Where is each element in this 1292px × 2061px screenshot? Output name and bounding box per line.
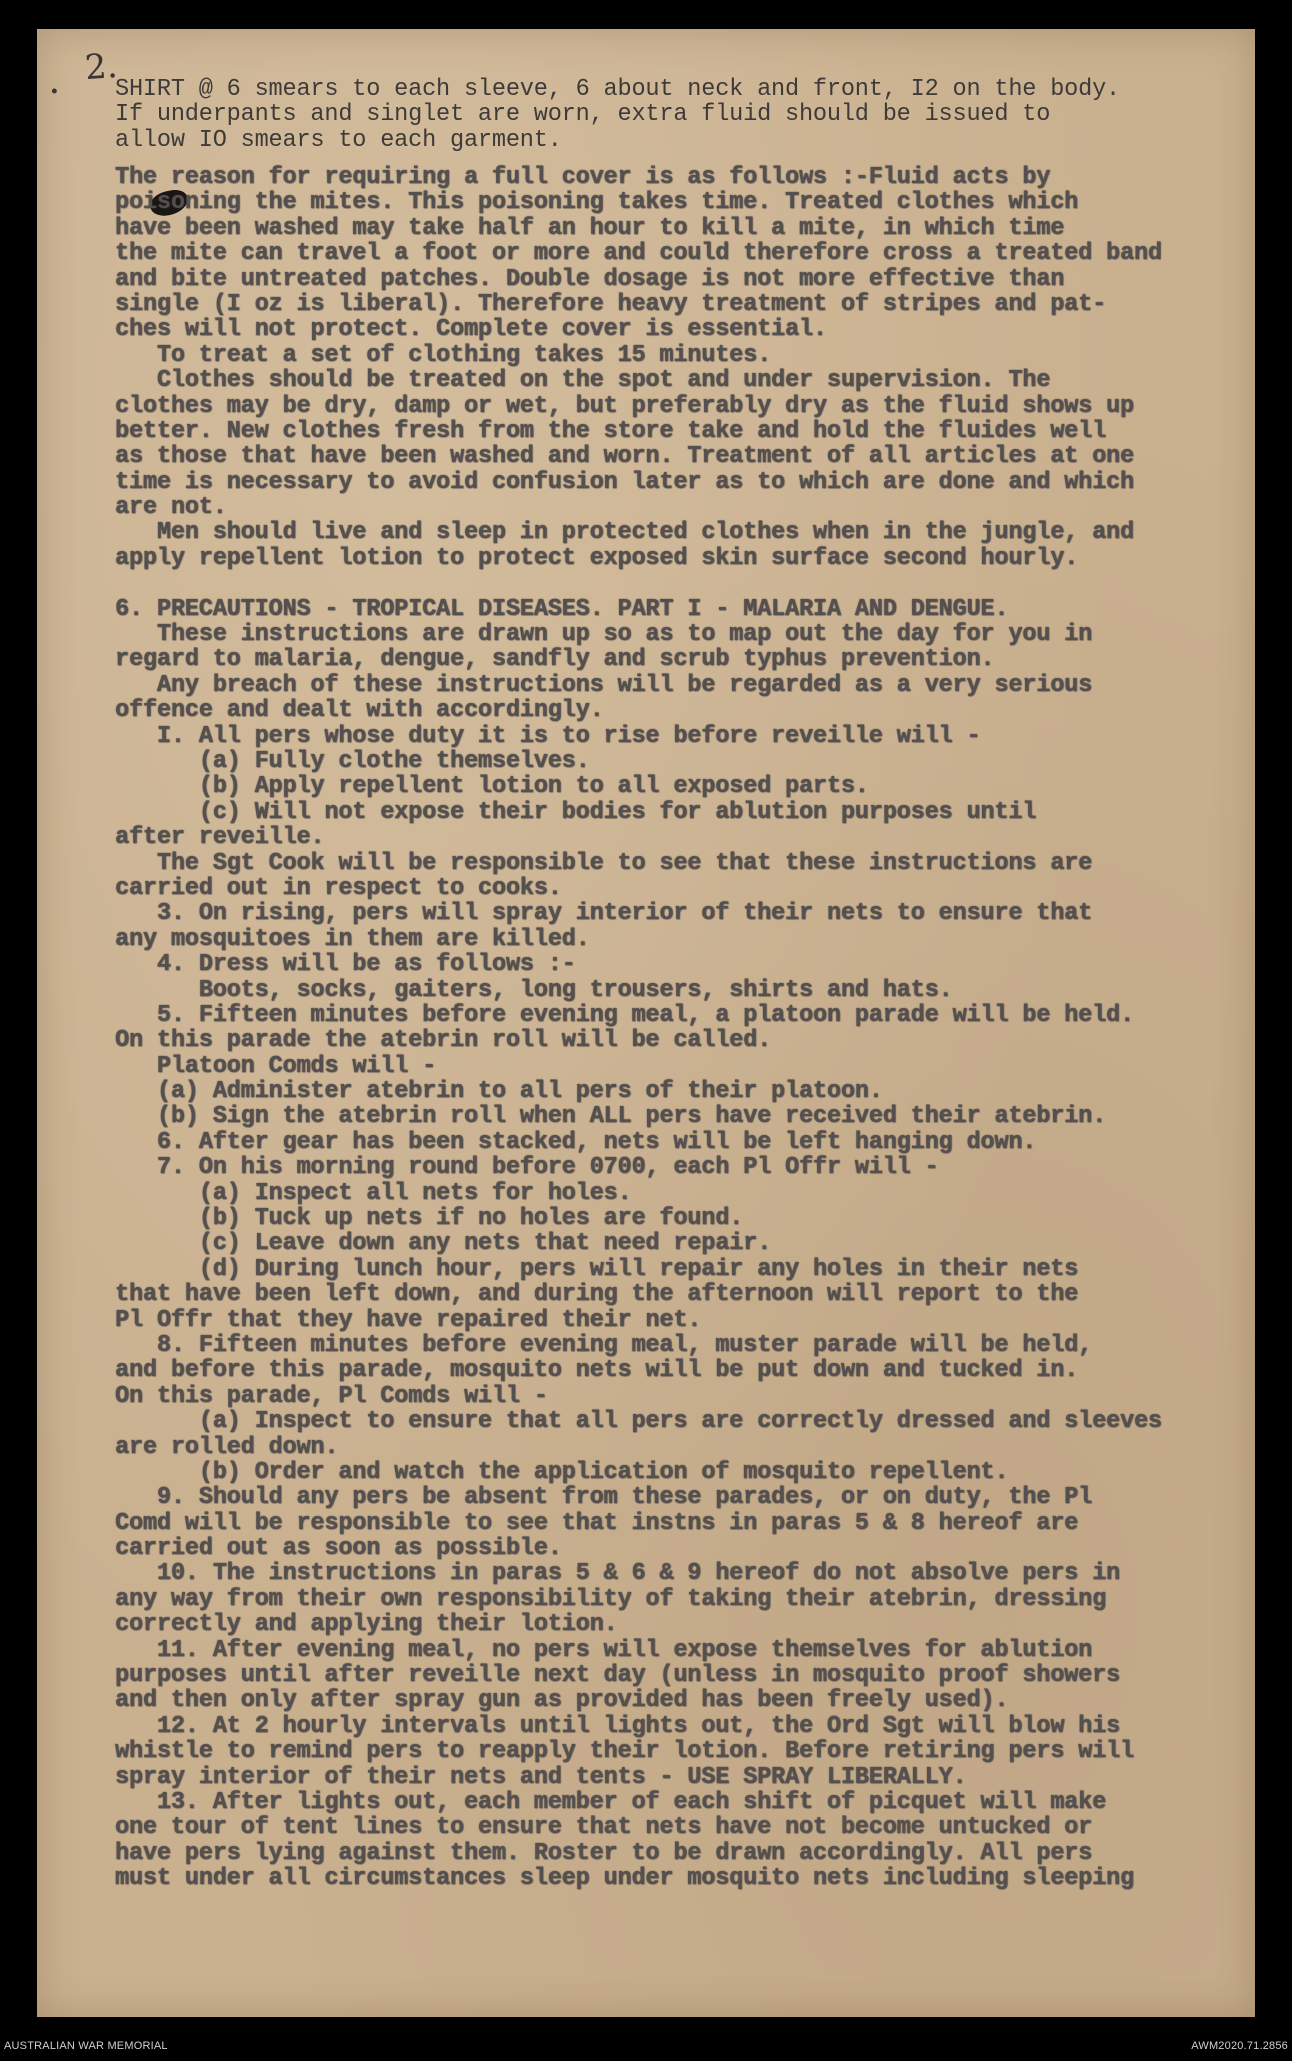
text-line: purposes until after reveille next day (unless in mosquito proof showers — [115, 1662, 1121, 1690]
page-number: 2. — [83, 45, 119, 89]
text-line: carried out as soon as possible. — [115, 1535, 562, 1563]
text-line: after reveille. — [115, 824, 325, 852]
text-line: have been washed may take half an hour to kill a mite, in which time — [115, 214, 1065, 242]
text-line: (b) Order and watch the application of mosquito repellent. — [115, 1458, 1009, 1486]
text-line — [115, 1892, 1235, 1917]
text-line: (b) Tuck up nets if no holes are found. — [115, 1205, 744, 1233]
text-line: and then only after spray gun as provided has been freely used). — [115, 1687, 1009, 1715]
text-line: (a) Inspect all nets for holes. — [115, 1179, 632, 1207]
text-line: 4. Dress will be as follows :- — [115, 951, 576, 979]
text-line: whistle to remind pers to reapply their lotion. Before retiring pers will — [115, 1738, 1134, 1766]
text-line: I. All pers whose duty it is to rise before reveille will - — [115, 722, 981, 750]
text-line: time is necessary to avoid confusion later as to which are done and which — [115, 468, 1134, 496]
text-line: (a) Administer atebrin to all pers of their platoon. — [115, 1078, 883, 1106]
text-line: one tour of tent lines to ensure that nets have not become untucked or — [115, 1814, 1093, 1842]
text-line: offence and dealt with accordingly. — [115, 697, 604, 725]
text-line: (c) Will not expose their bodies for ablution purposes until — [115, 798, 1037, 826]
text-line: any mosquitoes in them are killed. — [115, 925, 590, 953]
text-line: Men should live and sleep in protected clothes when in the jungle, and — [115, 519, 1134, 547]
text-line: 12. At 2 hourly intervals until lights out, the Ord Sgt will blow his — [115, 1712, 1121, 1740]
text-line: SHIRT @ 6 smears to each sleeve, 6 about neck and front, I2 on the body. — [115, 76, 1121, 103]
text-line: The reason for requiring a full cover is as follows :-Fluid acts by — [115, 164, 1051, 191]
text-line: single (I oz is liberal). Therefore heavy treatment of stripes and pat- — [115, 290, 1107, 318]
text-line: spray interior of their nets and tents - USE SPRAY LIBERALLY. — [115, 1763, 967, 1791]
section-heading: 6. PRECAUTIONS - TROPICAL DISEASES. PART I - MALARIA AND DENGUE. — [115, 595, 1009, 623]
text-line: as those that have been washed and worn. Treatment of all articles at one — [115, 443, 1134, 471]
text-line: 6. After gear has been stacked, nets will be left hanging down. — [115, 1128, 1037, 1156]
text-line: (b) Sign the atebrin roll when ALL pers have received their atebrin. — [115, 1103, 1107, 1131]
text-line: allow IO smears to each garment. — [115, 126, 562, 154]
intro-paragraph — [115, 77, 1235, 153]
margin-mark: • — [49, 83, 60, 103]
text-line: any way from their own responsibility of taking their atebrin, dressing — [115, 1585, 1107, 1613]
archive-reference: AWM2020.71.2856 — [1191, 2040, 1288, 2052]
text-line — [115, 571, 1235, 596]
text-line: Comd will be responsible to see that instns in paras 5 & 8 hereof are — [115, 1509, 1079, 1537]
document-page — [37, 29, 1255, 2017]
text-line: (d) During lunch hour, pers will repair any holes in their nets — [115, 1255, 1079, 1283]
text-line: Any breach of these instructions will be regarded as a very serious — [115, 671, 1093, 699]
text-line: 3. On rising, pers will spray interior of their nets to ensure that — [115, 900, 1093, 928]
text-line: On this parade the atebrin roll will be called. — [115, 1027, 772, 1055]
text-line: (b) Apply repellent lotion to all exposed parts. — [115, 773, 869, 801]
text-line: (a) Inspect to ensure that all pers are correctly dressed and sleeves — [115, 1408, 1162, 1436]
text-line: If underpants and singlet are worn, extra fluid should be issued to — [115, 101, 1051, 129]
text-line: 13. After lights out, each member of each shift of picquet will make — [115, 1789, 1107, 1816]
text-line: carried out in respect to cooks. — [115, 874, 562, 902]
text-line: 11. After evening meal, no pers will expose themselves for ablution — [115, 1636, 1093, 1664]
text-line: regard to malaria, dengue, sandfly and scrub typhus prevention. — [115, 646, 995, 674]
text-line: Clothes should be treated on the spot and under supervision. The — [115, 367, 1051, 395]
text-line: To treat a set of clothing takes 15 minutes. — [115, 341, 772, 369]
text-line: ches will not protect. Complete cover is essential. — [115, 316, 827, 344]
text-line: (a) Fully clothe themselves. — [115, 747, 590, 775]
text-line: 8. Fifteen minutes before evening meal, muster parade will be held, — [115, 1331, 1093, 1359]
text-line: The Sgt Cook will be responsible to see that these instructions are — [115, 849, 1093, 877]
text-line: Boots, socks, gaiters, long trousers, shirts and hats. — [115, 976, 953, 1004]
text-line: These instructions are drawn up so as to map out the day for you in — [115, 621, 1093, 649]
text-line: Pl Offr that they have repaired their net. — [115, 1306, 702, 1334]
text-line: poisoning the mites. This poisoning takes time. Treated clothes which — [115, 189, 1079, 217]
text-line: better. New clothes fresh from the store take and hold the fluides well — [115, 417, 1107, 445]
text-line: have pers lying against them. Roster to be drawn accordingly. All pers — [115, 1839, 1093, 1867]
body-text — [115, 165, 1235, 1917]
text-line: (c) Leave down any nets that need repair. — [115, 1230, 772, 1258]
text-line: 5. Fifteen minutes before evening meal, a platoon parade will be held. — [115, 1001, 1134, 1029]
text-line: 10. The instructions in paras 5 & 6 & 9 hereof do not absolve pers in — [115, 1560, 1121, 1588]
text-line: that have been left down, and during the afternoon will report to the — [115, 1281, 1079, 1309]
text-line: are rolled down. — [115, 1433, 339, 1461]
text-line: correctly and applying their lotion. — [115, 1611, 618, 1639]
text-line: clothes may be dry, damp or wet, but preferably dry as the fluid shows up — [115, 392, 1134, 420]
text-line: are not. — [115, 494, 227, 522]
text-line: 7. On his morning round before 0700, each Pl Offr will - — [115, 1154, 939, 1182]
text-line: On this parade, Pl Comds will - — [115, 1382, 548, 1410]
text-line: apply repellent lotion to protect exposed skin surface second hourly. — [115, 544, 1079, 572]
text-line: 9. Should any pers be absent from these parades, or on duty, the Pl — [115, 1484, 1093, 1512]
text-line: must under all circumstances sleep under mosquito nets including sleeping — [115, 1865, 1134, 1893]
text-line: the mite can travel a foot or more and could therefore cross a treated band — [115, 240, 1162, 268]
text-line: Platoon Comds will - — [115, 1052, 437, 1080]
archive-credit: AUSTRALIAN WAR MEMORIAL — [4, 2040, 168, 2052]
text-line: and before this parade, mosquito nets will be put down and tucked in. — [115, 1357, 1079, 1385]
text-line: and bite untreated patches. Double dosage is not more effective than — [115, 265, 1065, 293]
